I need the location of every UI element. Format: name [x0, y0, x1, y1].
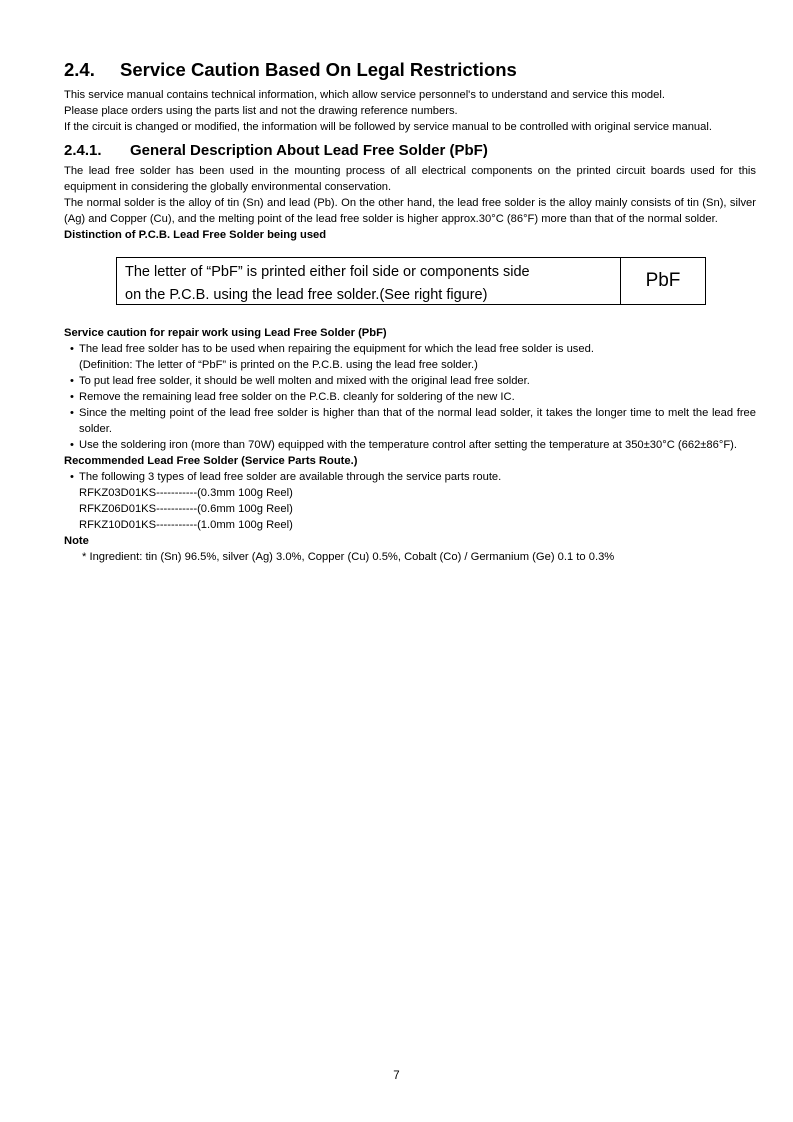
- caution-item-4: • Since the melting point of the lead free solder is higher than that of the normal lead solder, it takes the longer time to melt the lead free solder.: [70, 405, 756, 437]
- caution-item-1-definition: (Definition: The letter of “PbF” is printed on the P.C.B. using the lead free solder.): [79, 359, 478, 371]
- intro-line-3: If the circuit is changed or modified, the information will be followed by service manual to be controlled with original service manual.: [64, 121, 712, 133]
- page-content: [64, 58, 756, 565]
- caution-item-2: • To put lead free solder, it should be well molten and mixed with the original lead free solder.: [70, 373, 756, 389]
- section-heading: [64, 58, 756, 82]
- description-paragraph-1: The lead free solder has been used in the mounting process of all electrical components on the printed circuit boards used for this equipment in considering the globally environmental conservation.: [64, 165, 756, 193]
- caution-item-3: • Remove the remaining lead free solder on the P.C.B. cleanly for soldering of the new IC.: [70, 389, 756, 405]
- description-paragraph-2: The normal solder is the alloy of tin (Sn) and lead (Pb). On the other hand, the lead free solder is the alloy mainly consists of tin (Sn), silver (Ag) and Copper (Cu), and the melting point of the lead free solder is higher approx.30°C (86°F) more than that of the normal solder.: [64, 197, 756, 225]
- note-heading: Note: [64, 535, 89, 547]
- recommended-item-1: • The following 3 types of lead free solder are available through the service parts route.: [70, 469, 756, 485]
- subsection-heading: [64, 141, 756, 161]
- pbf-info-line-2: on the P.C.B. using the lead free solder.(See right figure): [125, 287, 488, 303]
- pbf-info-text: [117, 258, 621, 304]
- caution-item-1: [70, 341, 756, 373]
- solder-part-1: RFKZ03D01KS-----------(0.3mm 100g Reel): [79, 487, 293, 499]
- solder-part-3: RFKZ10D01KS-----------(1.0mm 100g Reel): [79, 519, 293, 531]
- caution-heading: Service caution for repair work using Lead Free Solder (PbF): [64, 327, 387, 339]
- section-title: Service Caution Based On Legal Restrictions: [120, 59, 517, 80]
- caution-item-5: • Use the soldering iron (more than 70W) equipped with the temperature control after setting the temperature at 350±30°C (662±86°F).: [70, 437, 756, 453]
- pbf-mark: PbF: [645, 270, 681, 291]
- recommended-heading: Recommended Lead Free Solder (Service Parts Route.): [64, 455, 358, 467]
- subsection-number: 2.4.1.: [64, 142, 102, 159]
- caution-item-1-text: The lead free solder has to be used when repairing the equipment for which the lead free solder is used.: [79, 343, 594, 355]
- solder-part-2: RFKZ06D01KS-----------(0.6mm 100g Reel): [79, 503, 293, 515]
- section-number: 2.4.: [64, 59, 95, 80]
- caution-list: [64, 341, 756, 453]
- pbf-info-box: [116, 257, 706, 305]
- intro-line-1: This service manual contains technical information, which allow service personnel's to understand and service this model.: [64, 89, 665, 101]
- distinction-heading: Distinction of P.C.B. Lead Free Solder being used: [64, 229, 327, 241]
- recommended-list: [64, 469, 756, 485]
- pbf-info-line-1: The letter of “PbF” is printed either foil side or components side: [125, 264, 530, 280]
- note-text: * Ingredient: tin (Sn) 96.5%, silver (Ag) 3.0%, Copper (Cu) 0.5%, Cobalt (Co) / Germanium (Ge) 0.1 to 0.3%: [82, 551, 615, 563]
- page-number: 7: [393, 1070, 400, 1082]
- intro-line-2: Please place orders using the parts list and not the drawing reference numbers.: [64, 105, 458, 117]
- subsection-title: General Description About Lead Free Solder (PbF): [130, 142, 488, 159]
